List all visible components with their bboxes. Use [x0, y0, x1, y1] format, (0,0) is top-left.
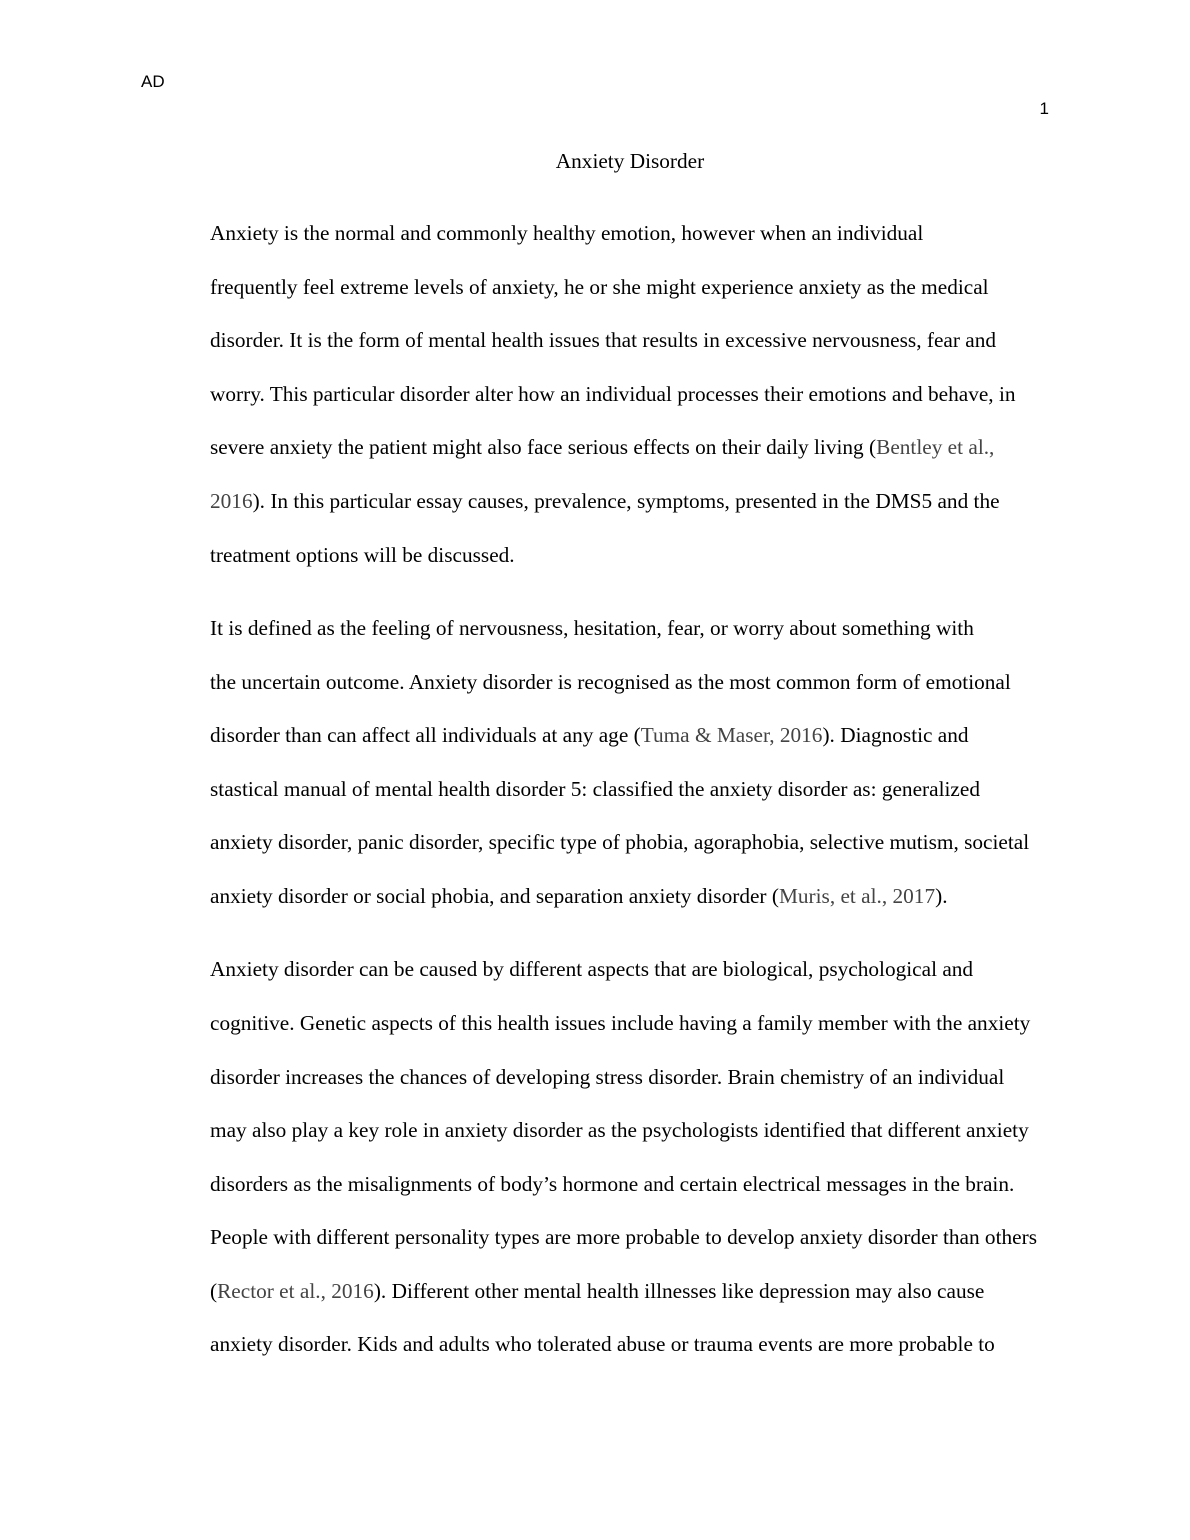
page-number: 1 [1039, 99, 1049, 118]
text-line: People with different personality types are more probable to develop anxiety disorder than others [210, 1225, 1037, 1250]
text-line: may also play a key role in anxiety disorder as the psychologists identified that different anxiety [210, 1118, 1029, 1143]
text-line [141, 709, 1051, 763]
text-line: worry. This particular disorder alter how an individual processes their emotions and behave, in [210, 381, 1016, 406]
citation-tuma-maser: Tuma & Maser, 2016 [640, 723, 823, 748]
text-line: anxiety disorder, panic disorder, specific type of phobia, agoraphobia, selective mutism, societal [210, 830, 1030, 855]
text-line: Anxiety is the normal and commonly healthy emotion, however when an individual [210, 221, 924, 245]
running-head: AD [141, 72, 165, 91]
citation-rector: Rector et al., 2016 [217, 1278, 374, 1303]
document-title: Anxiety Disorder [555, 149, 705, 173]
line-text: ). Diagnostic and [822, 723, 969, 748]
citation-muris: Muris, et al., 2017 [778, 883, 936, 908]
document-body [141, 207, 1051, 1392]
text-line [141, 421, 1051, 475]
text-line: Anxiety disorder can be caused by different aspects that are biological, psychological and [210, 957, 974, 982]
text-line: It is defined as the feeling of nervousness, hesitation, fear, or worry about something with [210, 615, 974, 640]
citation-bentley-year: 2016 [210, 488, 253, 513]
line-text: ). Different other mental health illnesses like depression may also cause [373, 1278, 985, 1303]
line-text: disorder than can affect all individuals at any age ( [210, 723, 641, 748]
paragraph-definition [141, 602, 1051, 924]
text-line: stastical manual of mental health disorder 5: classified the anxiety disorder as: generalized [210, 776, 980, 801]
paragraph-introduction [141, 207, 1051, 582]
text-line: cognitive. Genetic aspects of this health issues include having a family member with the anxiety [210, 1010, 1031, 1035]
text-line [141, 475, 1051, 529]
text-line: treatment options will be discussed. [210, 542, 515, 567]
line-text: severe anxiety the patient might also face serious effects on their daily living ( [210, 435, 877, 460]
text-line: frequently feel extreme levels of anxiety, he or she might experience anxiety as the medical [210, 274, 989, 299]
text-line: disorders as the misalignments of body’s hormone and certain electrical messages in the brain. [210, 1171, 1015, 1196]
text-line: disorder. It is the form of mental health issues that results in excessive nervousness, fear and [210, 328, 997, 353]
line-text: ). In this particular essay causes, prevalence, symptoms, presented in the DMS5 and the [252, 488, 1000, 513]
text-line: anxiety disorder. Kids and adults who tolerated abuse or trauma events are more probable to [210, 1332, 995, 1357]
text-line [141, 870, 1051, 924]
line-text: ). [935, 883, 948, 908]
line-text: ( [210, 1278, 218, 1303]
text-line: the uncertain outcome. Anxiety disorder is recognised as the most common form of emotional [210, 669, 1011, 694]
text-line [141, 1265, 1051, 1319]
text-line: disorder increases the chances of developing stress disorder. Brain chemistry of an individual [210, 1064, 1005, 1089]
line-text: anxiety disorder or social phobia, and separation anxiety disorder ( [210, 883, 779, 908]
paragraph-causes [141, 943, 1051, 1372]
citation-bentley: Bentley et al., [876, 435, 995, 460]
